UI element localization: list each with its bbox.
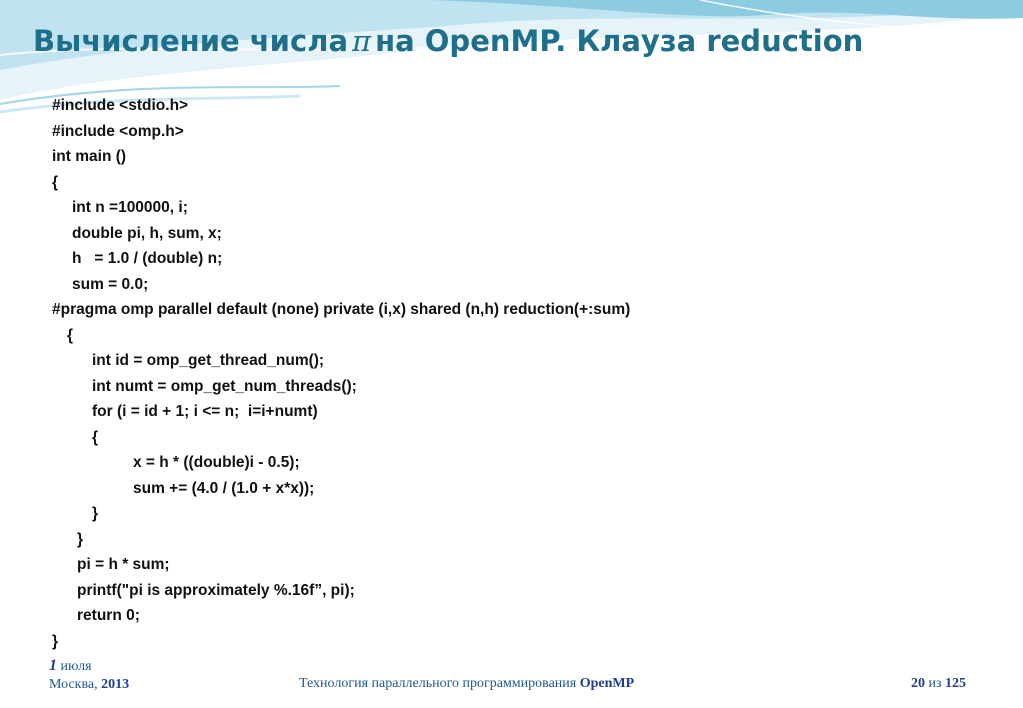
footer-city: Москва, — [49, 677, 98, 692]
footer-day: 1 — [49, 657, 57, 674]
page-total: 125 — [945, 676, 967, 691]
footer-page-number — [911, 676, 966, 692]
code-line: } — [92, 505, 99, 522]
slide-title — [33, 24, 863, 58]
footer-date — [49, 657, 129, 694]
code-line: #pragma omp parallel default (none) private (i,x) shared (n,h) reduction(+:sum) — [52, 301, 631, 318]
pi-symbol: π — [352, 24, 372, 58]
code-line: #include <stdio.h> — [52, 97, 189, 114]
code-line: double pi, h, sum, x; — [72, 224, 222, 242]
footer-course-text: Технология параллельного программирования — [299, 676, 577, 691]
code-line: { — [92, 428, 99, 446]
footer-year: 2013 — [101, 677, 130, 692]
code-line: sum = 0.0; — [72, 275, 149, 293]
code-line: int numt = omp_get_num_threads(); — [92, 377, 357, 395]
code-line: int main () — [52, 148, 127, 165]
code-line: x = h * ((double)i - 0.5); — [133, 454, 300, 471]
code-line: } — [77, 530, 84, 548]
code-line: sum += (4.0 / (1.0 + x*x)); — [133, 479, 315, 497]
footer-course — [299, 676, 634, 692]
footer-month: июля — [60, 659, 92, 674]
code-line: h = 1.0 / (double) n; — [72, 250, 223, 267]
code-line: #include <omp.h> — [52, 122, 184, 140]
code-line: int id = omp_get_thread_num(); — [92, 352, 325, 369]
page-current: 20 — [911, 676, 925, 691]
code-line: for (i = id + 1; i <= n; i=i+numt) — [92, 403, 318, 420]
title-text-after: на OpenMP. Клауза reduction — [375, 24, 864, 58]
footer-course-omp: OpenMP — [579, 676, 635, 691]
code-line: return 0; — [77, 607, 140, 624]
page-separator: из — [928, 676, 942, 691]
code-line: { — [67, 326, 74, 344]
code-line: printf("pi is approximately %.16f”, pi); — [77, 581, 355, 599]
title-text-before: Вычисление числа — [33, 24, 349, 58]
code-line: int n =100000, i; — [72, 199, 188, 216]
code-line: } — [52, 632, 59, 650]
code-line: { — [52, 173, 59, 191]
code-line: pi = h * sum; — [77, 556, 170, 573]
